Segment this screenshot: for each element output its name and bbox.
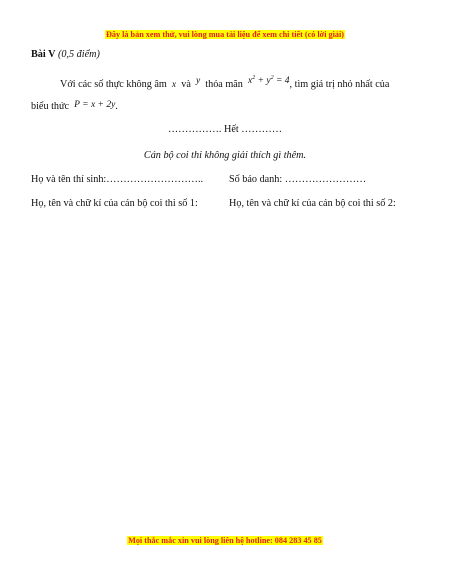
expression-period: . — [115, 101, 118, 112]
preview-notice-banner — [0, 28, 450, 40]
candidate-name-field: Họ và tên thí sinh:……………………….. — [31, 174, 204, 185]
problem-label: Bài V — [31, 49, 56, 60]
proctor-2-field: Họ, tên và chữ kí của cán bộ coi thi số 2: — [229, 198, 396, 209]
var-x: x — [171, 80, 177, 90]
and-word: và — [181, 79, 191, 90]
satisfy-word: thỏa mãn — [205, 79, 243, 90]
var-y: y — [195, 76, 201, 86]
proctor-note: Cán bộ coi thi không giải thích gì thêm. — [143, 150, 307, 161]
problem-text-a: Với các số thực không âm — [60, 79, 167, 90]
problem-heading — [31, 48, 100, 61]
hotline-notice-banner — [0, 534, 450, 546]
expression-label: biểu thức — [31, 101, 70, 112]
preview-notice-text: Đây là bản xem thử, vui lòng mua tài liệu để xem chi tiết (có lời giải) — [105, 30, 344, 39]
expression-formula: P = x + 2y — [74, 100, 116, 110]
problem-line-2 — [31, 100, 118, 114]
condition-equation: $x^2 + y^2 = 4$ — [248, 75, 290, 86]
problem-line-1 — [60, 75, 390, 93]
end-marker: ……………. Hết ………… — [167, 124, 283, 135]
proctor-1-field: Họ, tên và chữ kí của cán bộ coi thi số 1: — [31, 198, 198, 209]
problem-points: (0,5 điểm) — [58, 49, 100, 60]
hotline-notice-text: Mọi thắc mắc xin vui lòng liên hệ hotline: 084 283 45 85 — [128, 536, 322, 545]
candidate-number-field: Số báo danh: …………………… — [229, 174, 367, 185]
problem-text-b: , tìm giá trị nhỏ nhất của — [289, 79, 390, 90]
